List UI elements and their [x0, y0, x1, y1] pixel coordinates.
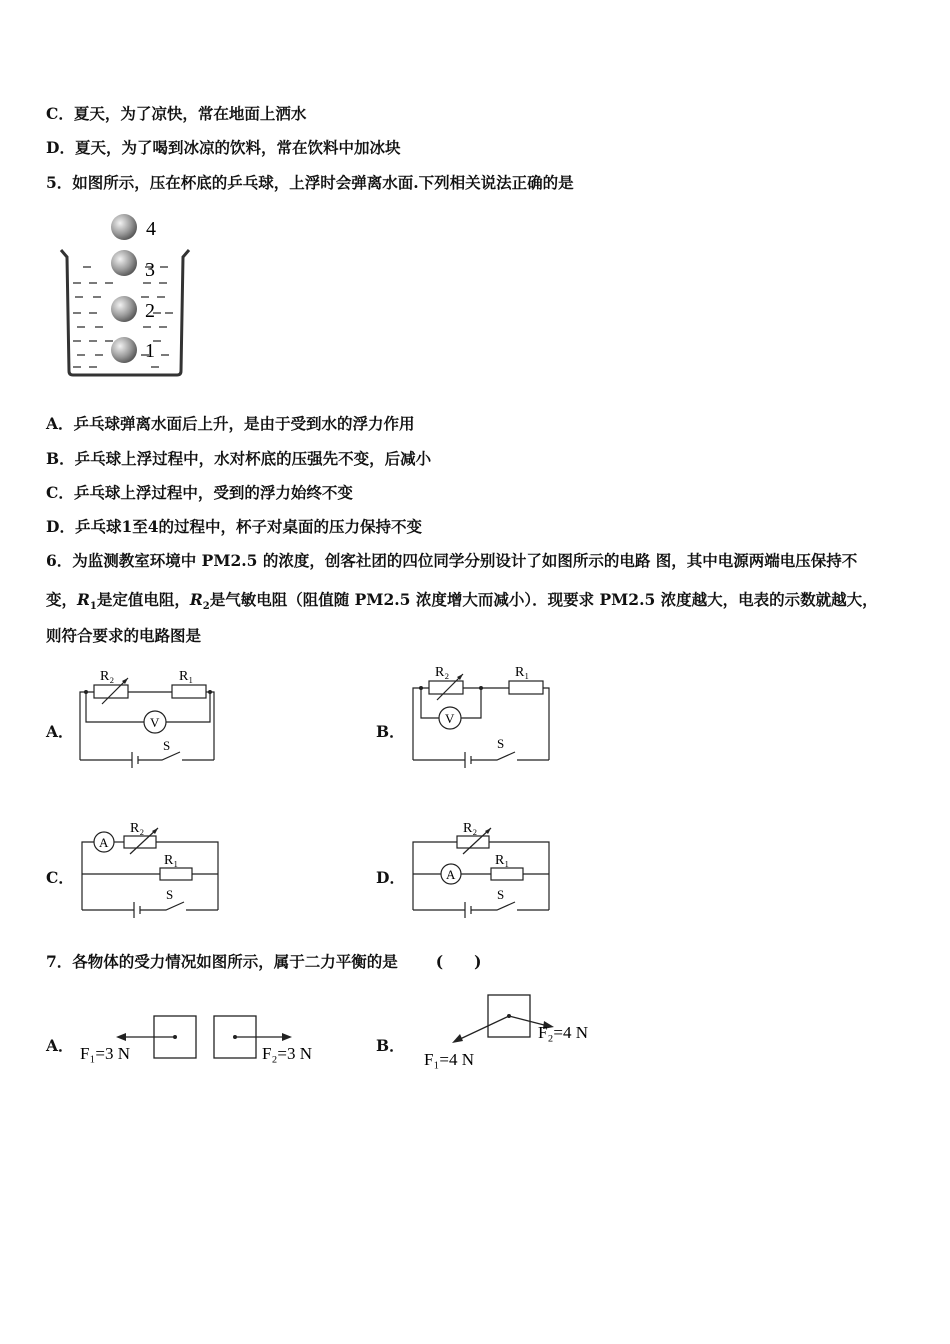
r2-resistor — [429, 681, 463, 694]
q7-stem: 7．各物体的受力情况如图所示，属于二力平衡的是 ( ) — [46, 952, 482, 971]
svg-text:S: S — [497, 736, 505, 751]
svg-text:R₂: R₂ — [100, 669, 115, 684]
r2-resistor — [124, 836, 156, 848]
svg-text:S: S — [497, 887, 505, 902]
r1-resistor — [160, 868, 192, 880]
q5-stem: 5．如图所示，压在杯底的乒乓球，上浮时会弹离水面.下列相关说法正确的是 — [46, 173, 574, 192]
svg-text:R₂: R₂ — [463, 821, 478, 836]
q4-option-d: D．夏天，为了喝到冰凉的饮料，常在饮料中加冰块 — [46, 138, 401, 157]
r1-resistor — [172, 685, 206, 698]
q7-figure-b — [418, 990, 618, 1074]
circuit-d — [405, 812, 557, 920]
q6-label-b: B． — [376, 722, 405, 741]
ball-3 — [111, 250, 137, 276]
q7-label-b: B． — [376, 1036, 405, 1055]
svg-text:V: V — [445, 711, 455, 726]
r2-resistor — [457, 836, 489, 848]
svg-text:V: V — [150, 715, 160, 730]
q5-option-b: B．乒乓球上浮过程中，水对杯底的压强先不变，后减小 — [46, 449, 432, 468]
ball-label-2: 2 — [145, 300, 155, 322]
ball-2 — [111, 296, 137, 322]
circuit-b — [405, 660, 557, 768]
q6-stem-line1: 6．为监测教室环境中 PM2.5 的浓度，创客社团的四位同学分别设计了如图所示的电路 图，其中电源两端电压保持不 — [46, 551, 858, 570]
q4-option-c: C．夏天，为了凉快，常在地面上洒水 — [46, 104, 307, 123]
svg-text:S: S — [163, 738, 171, 753]
ball-4 — [111, 214, 137, 240]
q5-option-d: D．乒乓球1至4的过程中，杯子对桌面的压力保持不变 — [46, 517, 423, 536]
svg-text:A: A — [99, 835, 109, 850]
r1-resistor — [509, 681, 543, 694]
r2-resistor — [94, 685, 128, 698]
svg-text:R₂: R₂ — [435, 665, 450, 680]
q7-label-a: A． — [46, 1036, 74, 1055]
circuit-a — [72, 660, 222, 768]
svg-text:R₁: R₁ — [164, 853, 179, 868]
r1-resistor — [491, 868, 523, 880]
svg-text:F₂=3 N: F₂=3 N — [262, 1044, 312, 1063]
q6-label-c: C． — [46, 868, 74, 887]
q6-stem-line3: 则符合要求的电路图是 — [46, 626, 202, 645]
svg-text:F₁=3 N: F₁=3 N — [80, 1044, 130, 1063]
ball-label-1: 1 — [145, 340, 155, 362]
q6-stem-line2: 变，$R_1$是定值电阻，$R_2$是气敏电阻（阻值随 PM2.5 浓度增大而减小）．现要求 PM2.5 浓度越大，电表的示数就越大， — [46, 590, 878, 613]
q5-beaker-figure — [55, 205, 195, 385]
svg-text:R₁: R₁ — [179, 669, 194, 684]
svg-text:R₂: R₂ — [130, 821, 145, 836]
q7-figure-a — [76, 1008, 336, 1074]
circuit-c — [72, 812, 224, 920]
svg-text:R₁: R₁ — [515, 665, 530, 680]
ball-label-3: 3 — [145, 259, 155, 281]
ball-label-4: 4 — [146, 218, 156, 240]
q5-option-a: A．乒乓球弹离水面后上升，是由于受到水的浮力作用 — [46, 414, 415, 433]
svg-text:F₂=4 N: F₂=4 N — [538, 1023, 588, 1042]
ball-1 — [111, 337, 137, 363]
q6-label-a: A． — [46, 722, 74, 741]
svg-text:F₁=4 N: F₁=4 N — [424, 1050, 474, 1069]
svg-text:R₁: R₁ — [495, 853, 510, 868]
q5-option-c: C．乒乓球上浮过程中，受到的浮力始终不变 — [46, 483, 353, 502]
q6-label-d: D． — [376, 868, 405, 887]
svg-text:S: S — [166, 887, 174, 902]
svg-text:A: A — [446, 867, 456, 882]
